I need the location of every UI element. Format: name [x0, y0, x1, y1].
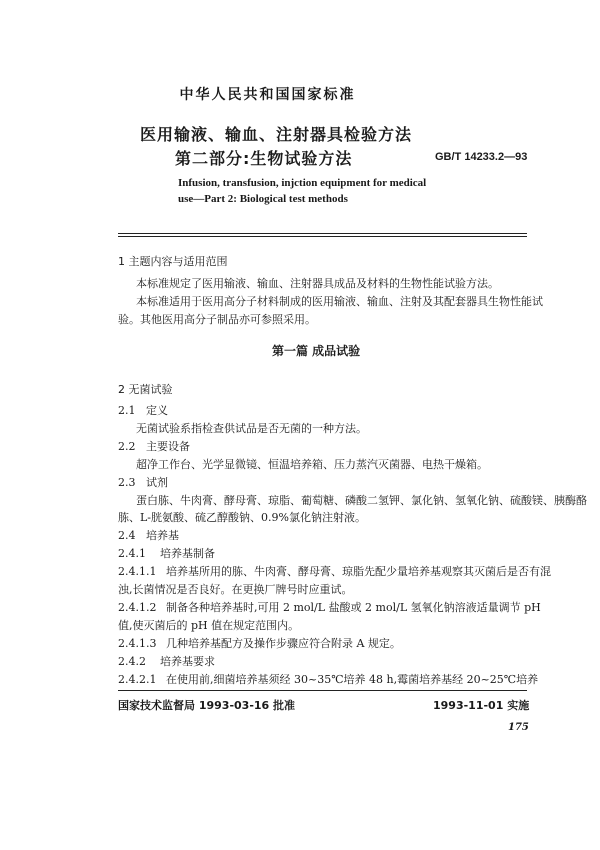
footer-rule — [118, 690, 527, 691]
title-line1: 医用输液、输血、注射器具检验方法 — [140, 125, 413, 144]
s2-4-1-3-text: 几种培养基配方及操作步骤应符合附录 A 规定。 — [166, 637, 401, 650]
s2-4-num: 2.4 — [118, 529, 136, 542]
s2-3-title: 试剂 — [146, 476, 168, 489]
s2-4-1-num: 2.4.1 — [118, 547, 146, 560]
header-rule-top — [118, 233, 527, 234]
s2-4-2-1-text: 在使用前,细菌培养基须经 30~35℃培养 48 h,霉菌培养基经 20~25℃培养 — [166, 673, 539, 686]
english-title-line2: use—Part 2: Biological test methods — [178, 193, 348, 205]
title-line2: 第二部分:生物试验方法 — [175, 149, 353, 168]
section2-heading: 2 无菌试验 — [118, 383, 173, 396]
s2-4-1-1-line2: 浊,长菌情况是否良好。在更换厂牌号时应重试。 — [118, 583, 353, 596]
section1-para2-line1: 本标准适用于医用高分子材料制成的医用输液、输血、注射及其配套器具生物性能试 — [136, 295, 543, 308]
english-title-line1: Infusion, transfusion, injction equipment for medical — [178, 177, 427, 189]
s2-3-line2: 胨、L-胱氨酸、硫乙醇酸钠、0.9%氯化钠注射液。 — [118, 511, 366, 524]
s2-2-title: 主要设备 — [146, 440, 190, 453]
s2-4-2-num: 2.4.2 — [118, 655, 146, 668]
s2-1-num: 2.1 — [118, 404, 136, 417]
part1-title: 第一篇 成品试验 — [272, 344, 361, 358]
s2-4-title: 培养基 — [146, 529, 179, 542]
national-standard-label: 中华人民共和国国家标准 — [179, 87, 356, 103]
s2-4-1-2-line2: 值,使灭菌后的 pH 值在规定范围内。 — [118, 619, 300, 632]
s2-4-2-1-num: 2.4.2.1 — [118, 673, 157, 686]
approval-text: 国家技术监督局 1993-03-16 批准 — [118, 699, 296, 712]
s2-4-1-1-num: 2.4.1.1 — [118, 565, 157, 578]
page-number: 175 — [508, 722, 529, 733]
section1-para1: 本标准规定了医用输液、输血、注射器具成品及材料的生物性能试验方法。 — [136, 277, 499, 290]
section1-heading: 1 主题内容与适用范围 — [118, 255, 228, 268]
s2-4-1-2-line1: 制备各种培养基时,可用 2 mol/L 盐酸或 2 mol/L 氢氧化钠溶液适量调节 pH — [166, 601, 541, 614]
section1-para2-line2: 验。其他医用高分子制品亦可参照采用。 — [118, 313, 316, 326]
s2-2-num: 2.2 — [118, 440, 136, 453]
s2-4-1-2-num: 2.4.1.2 — [118, 601, 157, 614]
s2-4-1-1-line1: 培养基所用的胨、牛肉膏、酵母膏、琼脂先配少量培养基观察其灭菌后是否有混 — [166, 565, 551, 578]
header-rule-bottom — [118, 236, 527, 237]
s2-3-num: 2.3 — [118, 476, 136, 489]
s2-2-text: 超净工作台、光学显微镜、恒温培养箱、压力蒸汽灭菌器、电热干燥箱。 — [136, 458, 488, 471]
s2-1-text: 无菌试验系指检查供试品是否无菌的一种方法。 — [136, 422, 367, 435]
s2-4-1-3-num: 2.4.1.3 — [118, 637, 157, 650]
implementation-text: 1993-11-01 实施 — [433, 699, 530, 712]
s2-3-line1: 蛋白胨、牛肉膏、酵母膏、琼脂、葡萄糖、磷酸二氢钾、氯化钠、氢氧化钠、硫酸镁、胰酶酪 — [136, 494, 587, 507]
s2-4-1-title: 培养基制备 — [160, 547, 215, 560]
standard-code: GB/T 14233.2—93 — [435, 151, 528, 163]
s2-4-2-title: 培养基要求 — [160, 655, 215, 668]
s2-1-title: 定义 — [146, 404, 168, 417]
